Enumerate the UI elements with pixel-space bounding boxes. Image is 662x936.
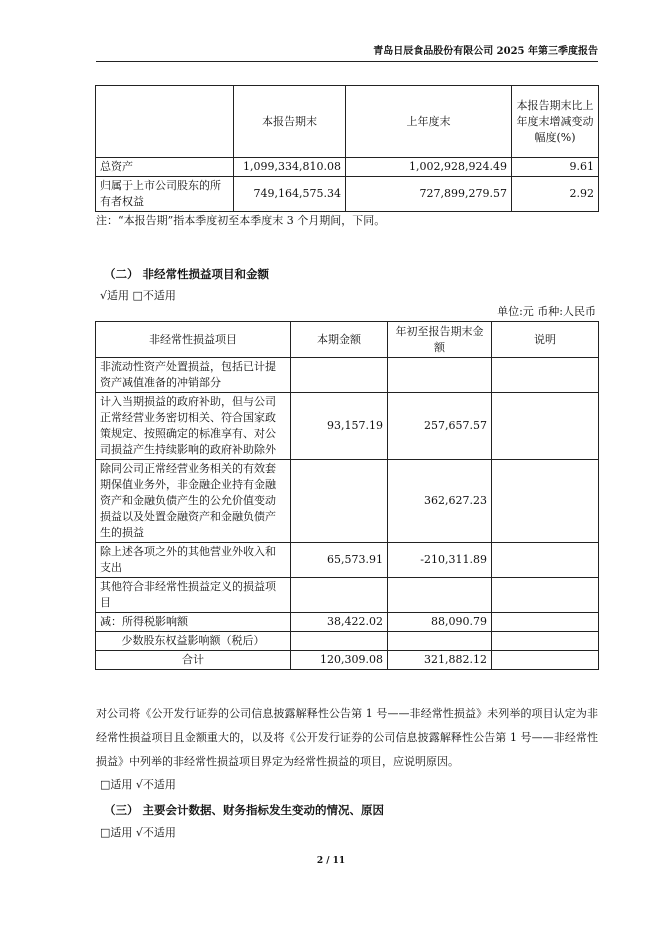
row-label: 合计 (96, 651, 291, 670)
value-cell: 88,090.79 (388, 613, 492, 632)
value-cell (291, 578, 388, 613)
header-cell: 本期金额 (291, 322, 388, 358)
row-label: 计入当期损益的政府补助，但与公司正常经营业务密切相关、符合国家政策规定、按照确定的标准享有、对公司损益产生持续影响的政府补助除外 (96, 393, 291, 460)
value-cell: 257,657.57 (388, 393, 492, 460)
table-header-row (96, 86, 599, 158)
row-label: 除上述各项之外的其他营业外收入和支出 (96, 543, 291, 578)
table-row (96, 460, 599, 543)
header-cell: 本报告期末比上年度末增减变动幅度(%) (512, 86, 599, 158)
value-cell (492, 358, 599, 393)
value-cell (492, 632, 599, 651)
header-cell: 年初至报告期末金额 (388, 322, 492, 358)
balance-table (95, 85, 599, 212)
value-cell: 38,422.02 (291, 613, 388, 632)
row-label: 非流动性资产处置损益，包括已计提资产减值准备的冲销部分 (96, 358, 291, 393)
applicability-option: √适用 □不适用 (100, 289, 176, 302)
non-recurring-table (95, 321, 599, 670)
row-label: 总资产 (96, 158, 234, 177)
value-cell (291, 632, 388, 651)
header-cell: 本报告期末 (234, 86, 346, 158)
value-cell (291, 460, 388, 543)
table-row (96, 177, 599, 212)
row-label: 其他符合非经常性损益定义的损益项目 (96, 578, 291, 613)
row-label: 减：所得税影响额 (96, 613, 291, 632)
table-row (96, 358, 599, 393)
page-number: 2 / 11 (316, 856, 346, 866)
explanation-paragraph: 对公司将《公开发行证券的公司信息披露解释性公告第 1 号——非经常性损益》未列举的项目认定为非经常性损益项目且金额重大的，以及将《公开发行证券的公司信息披露解释性公告第 1 号——非经常性损益》中列举的非经常性损益项目界定为经常性损益的项目，应说明原因。 (96, 707, 598, 768)
table-row (96, 393, 599, 460)
value-cell: 2.92 (512, 177, 599, 212)
value-cell: 93,157.19 (291, 393, 388, 460)
value-cell (388, 632, 492, 651)
value-cell (492, 460, 599, 543)
section-title: （二） 非经常性损益项目和金额 (104, 267, 270, 281)
value-cell (492, 543, 599, 578)
table-row (96, 543, 599, 578)
value-cell: 120,309.08 (291, 651, 388, 670)
value-cell: 362,627.23 (388, 460, 492, 543)
value-cell: 749,164,575.34 (234, 177, 346, 212)
unit-label: 单位:元 币种:人民币 (497, 305, 596, 318)
applicability-option: □适用 √不适用 (100, 778, 176, 791)
value-cell (291, 358, 388, 393)
value-cell (492, 393, 599, 460)
section-title: （三） 主要会计数据、财务指标发生变动的情况、原因 (104, 803, 385, 817)
value-cell: 321,882.12 (388, 651, 492, 670)
value-cell: 65,573.91 (291, 543, 388, 578)
table-note: 注：“本报告期”指本季度初至本季度末 3 个月期间，下同。 (96, 214, 386, 227)
row-label: 少数股东权益影响额（税后） (96, 632, 291, 651)
value-cell: 727,899,279.57 (346, 177, 512, 212)
header-cell: 说明 (492, 322, 599, 358)
value-cell: 1,002,928,924.49 (346, 158, 512, 177)
header-cell: 非经常性损益项目 (96, 322, 291, 358)
row-label: 归属于上市公司股东的所有者权益 (96, 177, 234, 212)
row-label: 除同公司正常经营业务相关的有效套期保值业务外，非金融企业持有金融资产和金融负债产生的公允价值变动损益以及处置金融资产和金融负债产生的损益 (96, 460, 291, 543)
value-cell: 9.61 (512, 158, 599, 177)
table-row (96, 632, 599, 651)
table-total-row (96, 651, 599, 670)
value-cell (388, 358, 492, 393)
page-header: 青岛日辰食品股份有限公司 2025 年第三季度报告 (373, 46, 598, 57)
table-row (96, 578, 599, 613)
applicability-option: □适用 √不适用 (100, 826, 176, 839)
value-cell (388, 578, 492, 613)
value-cell (492, 651, 599, 670)
table-row (96, 613, 599, 632)
table-row (96, 158, 599, 177)
header-divider (96, 61, 598, 62)
header-cell: 上年度末 (346, 86, 512, 158)
value-cell: 1,099,334,810.08 (234, 158, 346, 177)
value-cell (492, 578, 599, 613)
header-cell (96, 86, 234, 158)
value-cell (492, 613, 599, 632)
value-cell: -210,311.89 (388, 543, 492, 578)
table-header-row (96, 322, 599, 358)
